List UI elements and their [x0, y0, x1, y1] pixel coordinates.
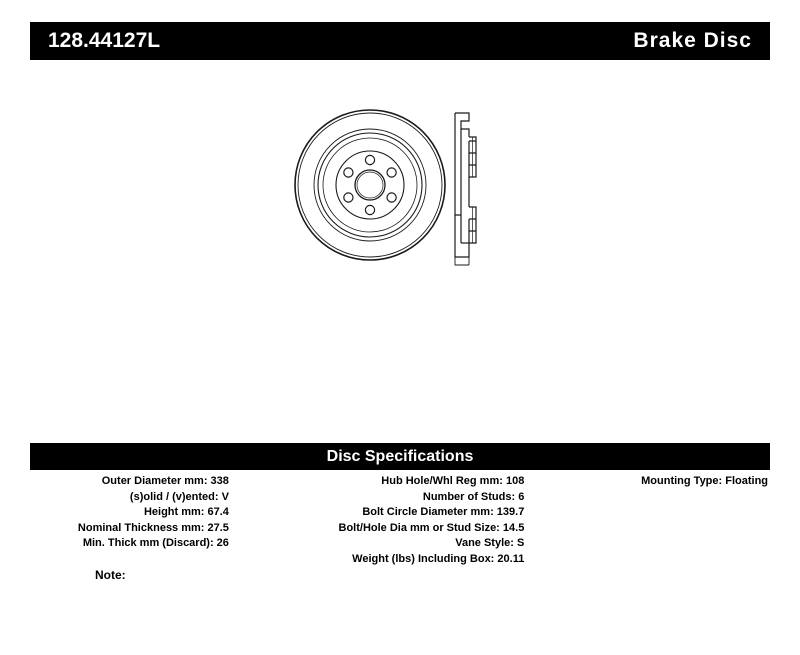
- note-row: [95, 568, 126, 582]
- spec-item: (s)olid / (v)ented: V: [129, 490, 229, 503]
- technical-drawing: [250, 95, 550, 295]
- specifications-title: Disc Specifications: [326, 447, 474, 465]
- spec-item: Vane Style: S: [455, 537, 525, 549]
- spec-item: Bolt Circle Diameter mm: 139.7: [362, 506, 525, 518]
- note-label: Note:: [95, 568, 126, 582]
- spec-item: Bolt/Hole Dia mm or Stud Size: 14.5: [338, 521, 525, 534]
- spec-item: Height mm: 67.4: [143, 506, 229, 518]
- header-bar: [30, 22, 770, 60]
- spec-column-2: [231, 474, 526, 584]
- part-number: 128.44127L: [48, 29, 161, 52]
- spec-item: Mounting Type: Floating: [641, 475, 769, 487]
- spec-item: Nominal Thickness mm: 27.5: [77, 521, 229, 534]
- rotor-edge-view: [455, 113, 476, 265]
- spec-item: Hub Hole/Whl Reg mm: 108: [381, 475, 525, 487]
- spec-item: Outer Diameter mm: 338: [101, 475, 229, 487]
- spec-item: Weight (lbs) Including Box: 20.11: [352, 552, 525, 565]
- product-type-label: Brake Disc: [633, 29, 752, 52]
- spec-column-3: [526, 474, 770, 584]
- disc-specifications-bar: [30, 443, 770, 470]
- spec-item: Min. Thick mm (Discard): 26: [82, 537, 229, 549]
- rotor-face-view: [295, 110, 445, 260]
- spec-column-1: [30, 474, 231, 584]
- specifications-body: [30, 474, 770, 584]
- spec-item: Number of Studs: 6: [422, 490, 525, 503]
